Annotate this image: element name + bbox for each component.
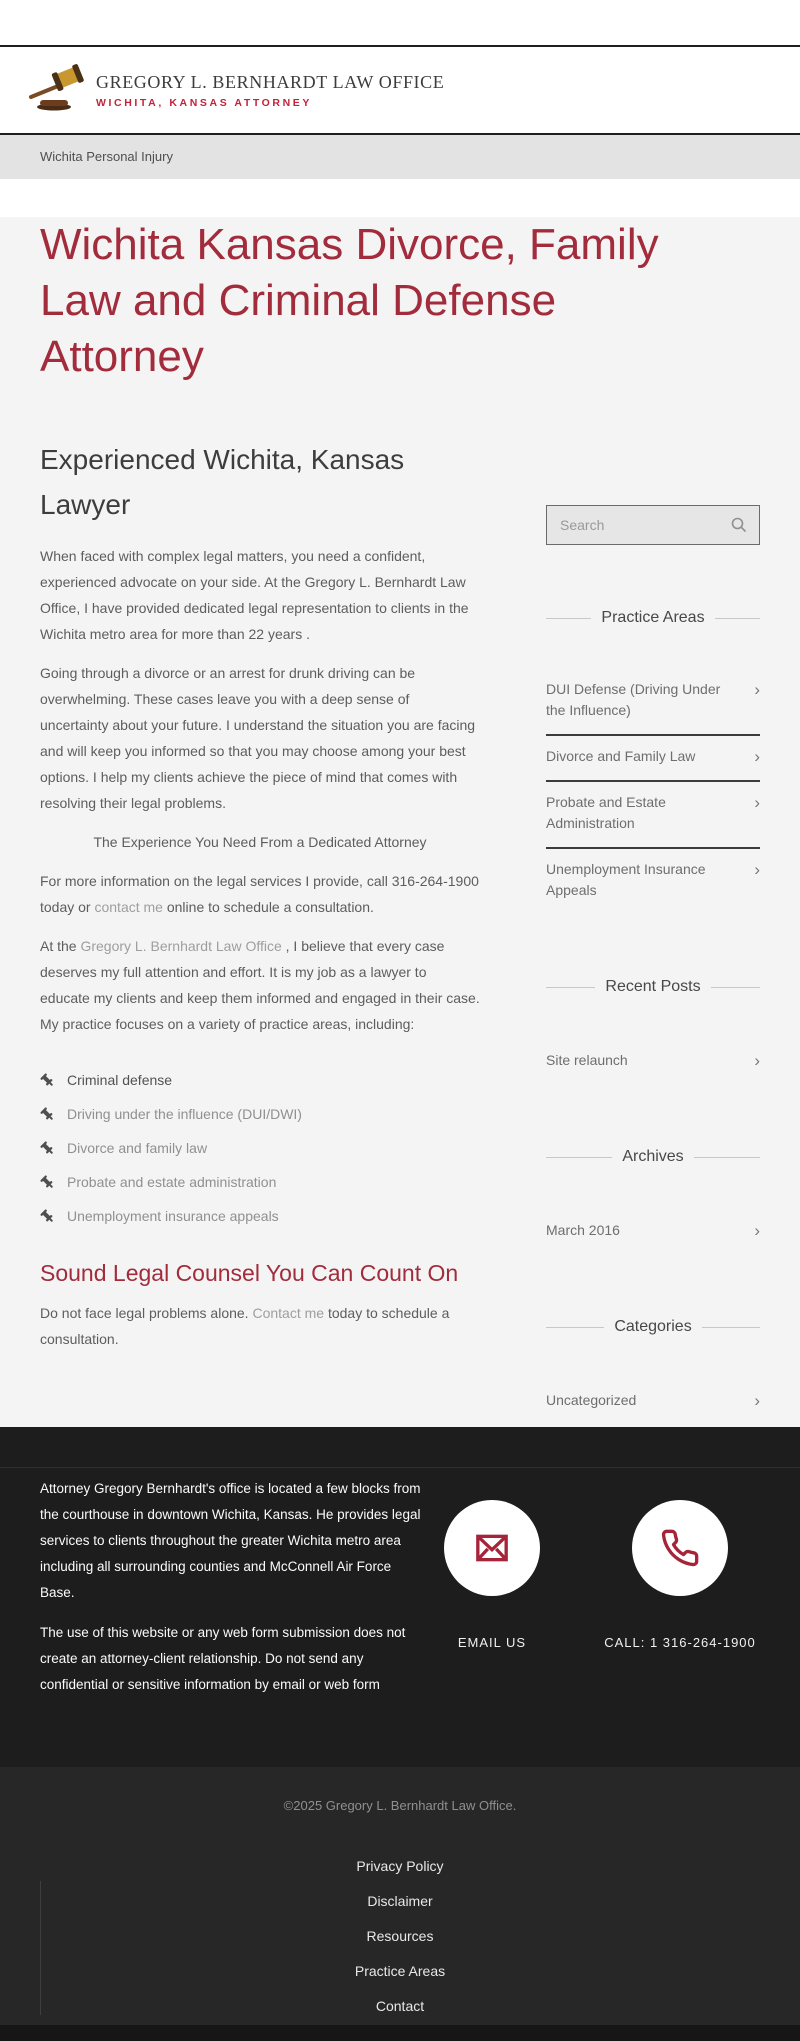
footer-link-practice-areas[interactable]: Practice Areas <box>354 1963 446 1979</box>
gavel-bullet-icon <box>40 1209 55 1224</box>
recent-posts-list <box>546 1040 760 1084</box>
footer-about-text: Attorney Gregory Bernhardt's office is located a few blocks from the courthouse in downtown Wichita, Kansas. He provides legal services to clients throughout the greater Wichita metro area including all surrounding counties and McConnell Air Force Base. <box>40 1481 421 1600</box>
chevron-right-icon: › <box>754 1051 760 1070</box>
paragraph: Going through a divorce or an arrest for drunk driving can be overwhelming. These cases leave you with a deep sense of uncertainty about your future. I understand the situation you are facing and will keep you informed so that you may choose among your best options. I help my clients achieve the piece of mind that comes with resolving their legal problems. <box>40 665 476 811</box>
list-item[interactable]: Probate and estate administration <box>40 1165 480 1199</box>
sidebar-item-unemployment-appeals[interactable]: Unemployment Insurance Appeals › <box>546 847 760 914</box>
logo-text <box>96 72 444 109</box>
call-badge[interactable] <box>590 1500 770 1650</box>
list-item[interactable]: Unemployment insurance appeals <box>40 1199 480 1233</box>
sidebar <box>546 505 760 1424</box>
list-item[interactable]: Divorce and family law <box>40 1131 480 1165</box>
site-header <box>0 47 800 133</box>
footer-contact-badges <box>402 1500 770 1650</box>
tagline: The Experience You Need From a Dedicated Attorney <box>93 834 427 850</box>
sidebar-heading-archives: Archives <box>546 1148 760 1166</box>
paragraph: When faced with complex legal matters, you need a confident, experienced advocate on your side. At the Gregory L. Bernhardt Law Office, I have provided dedicated legal representation to clients in the Wichita metro area for more than 22 years . <box>40 548 469 642</box>
page-title: Wichita Kansas Divorce, Family Law and Criminal Defense Attorney <box>40 220 659 381</box>
list-item[interactable]: Driving under the influence (DUI/DWI) <box>40 1097 480 1131</box>
site-logo[interactable] <box>27 65 444 116</box>
footer-about <box>40 1476 428 1698</box>
footer-disclaimer-text: The use of this website or any web form submission does not create an attorney-client relationship. Do not send any confidential or sensitive information by email or web form <box>40 1625 406 1692</box>
archives-list <box>546 1210 760 1254</box>
paragraph: Do not face legal problems alone. Contact me today to schedule a consultation. <box>40 1305 450 1347</box>
footer-bottom <box>0 1767 800 2041</box>
law-office-link[interactable]: Gregory L. Bernhardt Law Office <box>80 938 282 954</box>
categories-list <box>546 1380 760 1424</box>
chevron-right-icon: › <box>754 1221 760 1240</box>
chevron-right-icon: › <box>754 1391 760 1410</box>
search-input[interactable] <box>558 516 730 534</box>
contact-me-link[interactable]: Contact me <box>252 1305 325 1321</box>
chevron-right-icon: › <box>754 680 760 699</box>
practice-list <box>40 1063 480 1233</box>
gavel-bullet-icon <box>40 1107 55 1122</box>
footer <box>0 1427 800 1767</box>
practice-areas-list <box>546 669 760 914</box>
sidebar-item-uncategorized[interactable]: Uncategorized › <box>546 1391 760 1410</box>
gavel-bullet-icon <box>40 1073 55 1088</box>
sub-heading: Sound Legal Counsel You Can Count On <box>40 1260 459 1286</box>
logo-title: GREGORY L. BERNHARDT LAW OFFICE <box>96 71 445 92</box>
footer-link-disclaimer[interactable]: Disclaimer <box>367 1893 433 1909</box>
sidebar-heading-practice-areas: Practice Areas <box>546 609 760 627</box>
sidebar-item-probate-estate[interactable]: Probate and Estate Administration › <box>546 780 760 847</box>
article-content <box>40 437 480 1352</box>
contact-me-link[interactable]: contact me <box>94 899 163 915</box>
phone-icon <box>660 1528 700 1568</box>
sidebar-heading-recent-posts: Recent Posts <box>546 978 760 996</box>
envelope-icon <box>472 1528 512 1568</box>
article-heading: Experienced Wichita, Kansas Lawyer <box>40 444 405 520</box>
sidebar-item-march-2016[interactable]: March 2016 › <box>546 1221 760 1240</box>
gavel-bullet-icon <box>40 1175 55 1190</box>
search-icon[interactable] <box>730 516 748 534</box>
list-item: Criminal defense <box>40 1063 480 1097</box>
sidebar-item-divorce-family-law[interactable]: Divorce and Family Law › <box>546 734 760 780</box>
email-badge[interactable] <box>402 1500 582 1650</box>
footer-divider-line <box>40 1881 41 2015</box>
email-circle[interactable] <box>444 1500 540 1596</box>
breadcrumb <box>0 133 800 179</box>
footer-link-privacy-policy[interactable]: Privacy Policy <box>356 1858 444 1874</box>
copyright: ©2025 Gregory L. Bernhardt Law Office. <box>283 1798 517 1813</box>
paragraph: For more information on the legal services I provide, call 316-264-1900 today or contact me online to schedule a consultation. <box>40 873 479 915</box>
footer-menu <box>0 1849 800 2024</box>
call-circle[interactable] <box>632 1500 728 1596</box>
gavel-logo-icon <box>27 65 85 116</box>
footer-link-resources[interactable]: Resources <box>366 1928 434 1944</box>
paragraph: At the Gregory L. Bernhardt Law Office , I believe that every case deserves my full attention and effort. It is my job as a lawyer to educate my clients and keep them informed and engaged in their case. My practice focuses on a variety of practice areas, including: <box>40 938 480 1032</box>
chevron-right-icon: › <box>754 793 760 812</box>
sidebar-item-dui-defense[interactable]: DUI Defense (Driving Under the Influence) › <box>546 680 760 718</box>
footer-link-contact[interactable]: Contact <box>375 1998 425 2014</box>
gavel-bullet-icon <box>40 1141 55 1156</box>
chevron-right-icon: › <box>754 747 760 766</box>
top-strip <box>0 0 800 47</box>
sidebar-heading-categories: Categories <box>546 1318 760 1336</box>
logo-subtitle: WICHITA, KANSAS ATTORNEY <box>96 96 313 109</box>
sidebar-item-site-relaunch[interactable]: Site relaunch › <box>546 1051 760 1070</box>
breadcrumb-label: Wichita Personal Injury <box>40 149 173 164</box>
main-area <box>0 217 800 1427</box>
call-label: CALL: 1 316-264-1900 <box>604 1635 756 1650</box>
chevron-right-icon: › <box>754 860 760 879</box>
email-label: EMAIL US <box>457 1635 527 1650</box>
search-box <box>546 505 760 545</box>
